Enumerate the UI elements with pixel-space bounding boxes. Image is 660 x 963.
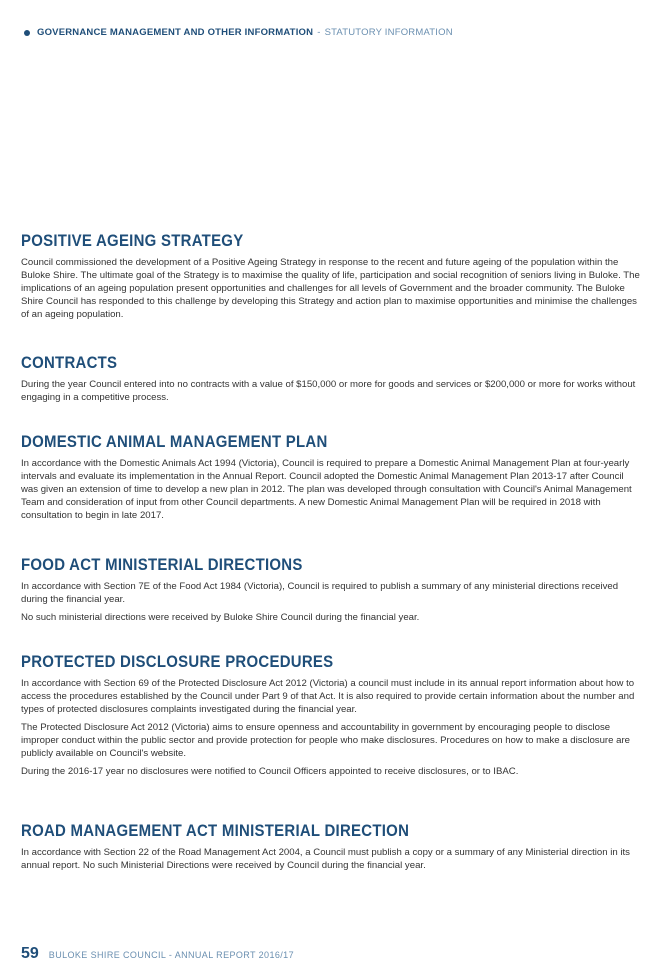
section-road-management (21, 821, 641, 877)
section-positive-ageing (21, 231, 641, 326)
section-paragraph: In accordance with the Domestic Animals Act 1994 (Victoria), Council is required to prepare a Domestic Animal Management Plan at four-yearly intervals and evaluate its implementation in the Annual Report. Council adopted the Domestic Animal Management Plan 2013-17 after Council was given an extension of time to develop a new plan in 2012. The plan was developed through consultation with Council's Animal Management Team and consideration of input from other Council departments. A new Domestic Animal Management Plan will be required in 2018 with consultation to begin in late 2017. (21, 458, 632, 521)
section-paragraph: In accordance with Section 7E of the Food Act 1984 (Victoria), Council is required to publish a summary of any ministerial directions received during the financial year. (21, 581, 619, 605)
page-footer (21, 945, 294, 963)
section-paragraph: During the year Council entered into no contracts with a value of $150,000 or more for goods and services or $200,000 or more for works without engaging in a competitive process. (21, 379, 636, 403)
section-paragraph: Council commissioned the development of a Positive Ageing Strategy in response to the recent and future ageing of the population within the Buloke Shire. The ultimate goal of the Strategy is to maximise the quality of life, participation and social recognition of seniors living in Buloke. The implications of an ageing population present opportunities and challenges for all levels of Government and the broader community. The Buloke Shire Council has responded to this challenge by developing this Strategy and action plan to maximise opportunities and minimise the challenges of an ageing population. (21, 257, 640, 320)
header-section-title: GOVERNANCE MANAGEMENT AND OTHER INFORMATION (37, 27, 314, 38)
section-paragraph: No such ministerial directions were received by Buloke Shire Council during the financial year. (21, 612, 420, 623)
section-heading: PROTECTED DISCLOSURE PROCEDURES (21, 652, 334, 671)
section-protected-disclosure (21, 652, 641, 783)
running-header (24, 27, 453, 38)
section-heading: FOOD ACT MINISTERIAL DIRECTIONS (21, 555, 303, 574)
page-number: 59 (21, 945, 39, 962)
section-contracts (21, 353, 641, 409)
header-separator: - (317, 27, 321, 38)
section-paragraph: The Protected Disclosure Act 2012 (Victoria) aims to ensure openness and accountability in government by encouraging people to disclose improper conduct within the public sector and provide protection for people who make disclosures. Procedures on how to make a disclosure are publicly available on Council's website. (21, 722, 630, 759)
section-domestic-animal (21, 432, 641, 527)
section-heading: ROAD MANAGEMENT ACT MINISTERIAL DIRECTION (21, 821, 410, 840)
section-paragraph: In accordance with Section 22 of the Road Management Act 2004, a Council must publish a copy or a summary of any Ministerial direction in its annual report. No such Ministerial Directions were received by Council during the financial year. (21, 847, 630, 871)
section-paragraph: During the 2016-17 year no disclosures were notified to Council Officers appointed to receive disclosures, or to IBAC. (21, 766, 519, 777)
header-subsection: STATUTORY INFORMATION (324, 27, 453, 38)
section-heading: DOMESTIC ANIMAL MANAGEMENT PLAN (21, 432, 328, 451)
section-heading: CONTRACTS (21, 353, 118, 372)
section-food-act (21, 555, 641, 629)
section-paragraph: In accordance with Section 69 of the Protected Disclosure Act 2012 (Victoria) a council must include in its annual report information about how to access the procedures established by the Council under Part 9 of that Act. It is also required to provide certain information about the number and types of protected disclosures complaints investigated during the financial year. (21, 678, 635, 715)
footer-text: BULOKE SHIRE COUNCIL - ANNUAL REPORT 2016/17 (48, 950, 294, 960)
section-heading: POSITIVE AGEING STRATEGY (21, 231, 244, 250)
bullet-icon (24, 30, 30, 36)
